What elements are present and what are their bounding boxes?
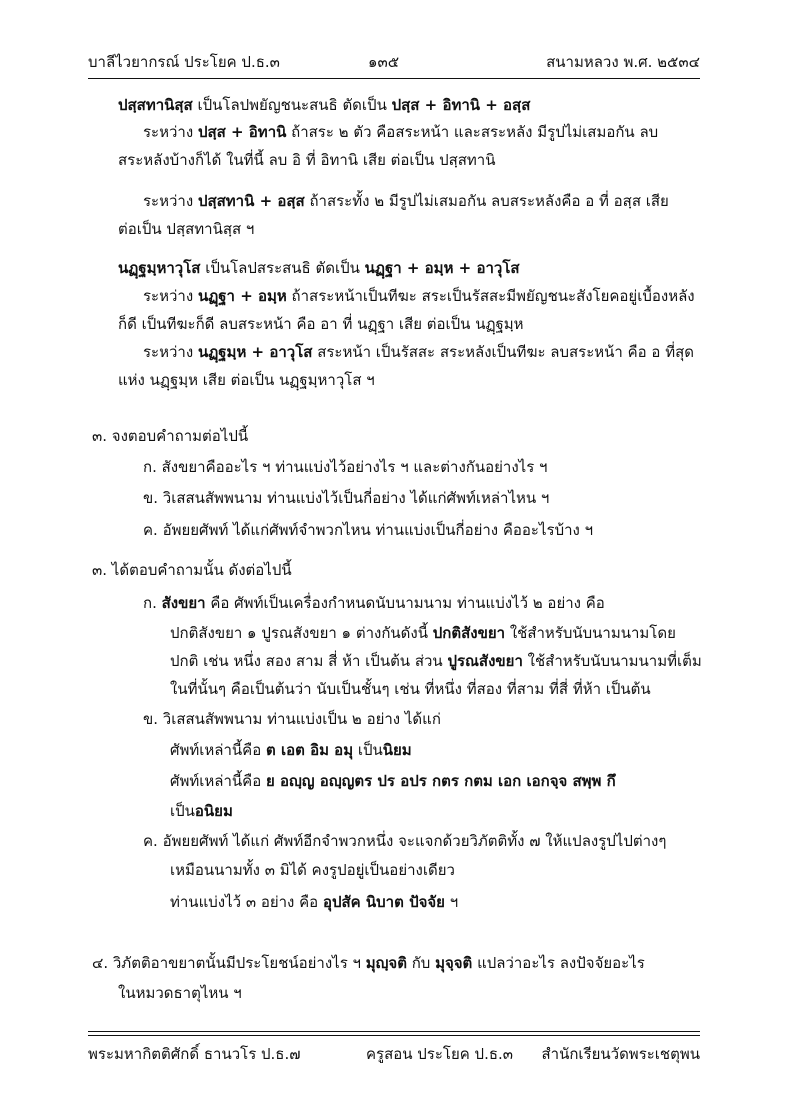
- footer-rule-top: [88, 1031, 700, 1032]
- text-segment: ระหว่าง: [143, 343, 198, 361]
- bold-term: ย อญฺญ อญฺญตร ปร อปร กตร กตม เอก เอกจฺจ สพฺพ กึ: [266, 772, 616, 790]
- text-segment: ๓. ได้ตอบคำถามนั้น ดังต่อไปนี้: [92, 561, 292, 579]
- text-segment: ระหว่าง: [143, 192, 198, 210]
- text-segment: ถ้าสระทั้ง ๒ มีรูปไม่เสมอกัน ลบสระหลังคือ อ ที่ อสฺส เสีย: [304, 192, 669, 210]
- text-line: [118, 148, 495, 172]
- text-line: [118, 93, 530, 117]
- text-segment: เป็นโลปพยัญชนะสนธิ ตัดเป็น: [192, 96, 392, 114]
- bold-term: ปูรณสังขยา: [447, 652, 523, 670]
- text-segment: ศัพท์เหล่านี้คือ: [170, 741, 266, 759]
- bold-term: นฏฺฐา + อมฺห + อาวุโส: [364, 259, 520, 277]
- text-segment: ฯ: [444, 893, 459, 911]
- bold-term: นฏฺฐมฺหาวุโส: [118, 259, 201, 277]
- bold-term: นิยม: [382, 741, 412, 759]
- text-segment: แห่ง นฏฺฐมฺห เสีย ต่อเป็น นฏฺฐมฺหาวุโส ฯ: [118, 371, 375, 389]
- header-subject: บาลีไวยากรณ์ ประโยค ป.ธ.๓: [88, 53, 280, 71]
- text-line: [170, 621, 676, 645]
- text-line: [143, 829, 666, 853]
- text-line: [118, 217, 254, 241]
- text-segment: ระหว่าง: [143, 123, 198, 141]
- bold-term: ปสฺสทานิสฺส: [118, 96, 193, 114]
- text-segment: เป็น: [170, 802, 195, 820]
- text-segment: ก. สังขยาคืออะไร ฯ ท่านแบ่งไว้อย่างไร ฯ และต่างกันอย่างไร ฯ: [143, 458, 548, 476]
- text-line: [143, 120, 658, 144]
- text-line: [92, 951, 645, 975]
- text-segment: ต่อเป็น ปสฺสทานิสฺส ฯ: [118, 220, 255, 238]
- bold-term: อนิยม: [194, 802, 233, 820]
- text-segment: แปลว่าอะไร ลงปัจจัยอะไร: [472, 954, 645, 972]
- bold-term: อุปสัค นิบาต ปัจจัย: [322, 893, 445, 911]
- footer-author: พระมหากิตติศักดิ์ ธานวโร ป.ธ.๗: [88, 1045, 301, 1063]
- bold-term: ปกติสังขยา: [432, 624, 506, 642]
- header-rule: [88, 78, 700, 79]
- text-line: [143, 455, 547, 479]
- text-line: [170, 799, 233, 823]
- footer-institution: สำนักเรียนวัดพระเชตุพน: [541, 1045, 700, 1063]
- text-segment: ถ้าสระหน้าเป็นทีฆะ สระเป็นรัสสะมีพยัญชนะสังโยคอยู่เบื้องหลัง: [286, 287, 695, 305]
- bold-term: มุญฺจติ: [365, 954, 407, 972]
- text-line: [170, 858, 455, 882]
- footer-rule-bottom: [88, 1035, 700, 1036]
- bold-term: ปสฺส + อิทานิ: [197, 123, 287, 141]
- text-line: [118, 368, 375, 392]
- text-line: [170, 677, 651, 701]
- text-line: [118, 256, 520, 280]
- text-segment: ใช้สำหรับนับนามนามที่เต็ม: [522, 652, 702, 670]
- text-segment: ก็ดี เป็นทีฆะก็ดี ลบสระหน้า คือ อา ที่ นฏฺฐา เสีย ต่อเป็น นฏฺฐมฺห: [118, 315, 524, 333]
- text-segment: ๓. จงตอบคำถามต่อไปนี้: [92, 427, 249, 445]
- header-exam-year: สนามหลวง พ.ศ. ๒๕๓๔: [546, 53, 700, 71]
- text-segment: เป็นโลปสระสนธิ ตัดเป็น: [200, 259, 365, 277]
- page-header: [88, 50, 700, 74]
- bold-term: ปสฺสทานิ + อสฺส: [197, 192, 305, 210]
- text-segment: คือ ศัพท์เป็นเครื่องกำหนดนับนามนาม ท่านแบ่งไว้ ๒ อย่าง คือ: [205, 594, 605, 612]
- text-segment: เหมือนนามทั้ง ๓ มิได้ คงรูปอยู่เป็นอย่างเดียว: [170, 861, 455, 879]
- text-segment: ในหมวดธาตุไหน ฯ: [118, 984, 242, 1002]
- bold-term: นฏฺฐา + อมฺห: [197, 287, 287, 305]
- text-segment: ในที่นั้นๆ คือเป็นต้นว่า นับเป็นชั้นๆ เช่น ที่หนึ่ง ที่สอง ที่สาม ที่สี่ ที่ห้า เป็นต้น: [170, 680, 651, 698]
- text-line: [170, 738, 412, 762]
- bold-term: มุจฺจติ: [435, 954, 473, 972]
- text-line: [143, 486, 549, 510]
- text-line: [143, 340, 694, 364]
- text-segment: เป็น: [353, 741, 383, 759]
- text-segment: ศัพท์เหล่านี้คือ: [170, 772, 266, 790]
- text-line: [118, 312, 524, 336]
- text-segment: ปกติ เช่น หนึ่ง สอง สาม สี่ ห้า เป็นต้น ส่วน: [170, 652, 448, 670]
- bold-term: นฏฺฐมฺห + อาวุโส: [197, 343, 313, 361]
- bold-term: ต เอต อิม อมุ: [266, 741, 354, 759]
- text-line: [170, 890, 458, 914]
- text-segment: ปกติสังขยา ๑ ปูรณสังขยา ๑ ต่างกันดังนี้: [170, 624, 433, 642]
- text-segment: ใช้สำหรับนับนามนามโดย: [505, 624, 676, 642]
- text-segment: ถ้าสระ ๒ ตัว คือสระหน้า และสระหลัง มีรูปไม่เสมอกัน ลบ: [286, 123, 659, 141]
- text-line: [92, 558, 292, 582]
- text-line: [143, 284, 695, 308]
- text-segment: ค. อัพยยศัพท์ ได้แก่ศัพท์จำพวกไหน ท่านแบ่งเป็นกี่อย่าง คืออะไรบ้าง ฯ: [143, 521, 594, 539]
- text-line: [143, 518, 593, 542]
- text-line: [170, 649, 702, 673]
- page-footer: [88, 1042, 700, 1066]
- text-line: [170, 769, 616, 793]
- text-line: [143, 707, 441, 731]
- text-segment: กับ: [406, 954, 436, 972]
- footer-course: ครูสอน ประโยค ป.ธ.๓: [366, 1045, 514, 1063]
- text-line: [143, 189, 669, 213]
- text-segment: ระหว่าง: [143, 287, 198, 305]
- bold-term: สังขยา: [161, 594, 206, 612]
- text-segment: ค. อัพยยศัพท์ ได้แก่ ศัพท์อีกจำพวกหนึ่ง จะแจกด้วยวิภัตติทั้ง ๗ ให้แปลงรูปไปต่างๆ: [143, 832, 667, 850]
- text-segment: ข. วิเสสนสัพพนาม ท่านแบ่งไว้เป็นกี่อย่าง ได้แก่ศัพท์เหล่าไหน ฯ: [143, 489, 550, 507]
- text-line: [92, 424, 248, 448]
- bold-term: ปสฺส + อิทานิ + อสฺส: [391, 96, 531, 114]
- text-segment: ๔. วิภัตติอาขยาตนั้นมีประโยชน์อย่างไร ฯ: [92, 954, 366, 972]
- text-line: [118, 981, 242, 1005]
- text-segment: ก.: [143, 594, 162, 612]
- text-segment: ท่านแบ่งไว้ ๓ อย่าง คือ: [170, 893, 323, 911]
- page-number: ๑๓๕: [368, 53, 400, 71]
- text-segment: สระหน้า เป็นรัสสะ สระหลังเป็นทีฆะ ลบสระหน้า คือ อ ที่สุด: [312, 343, 694, 361]
- text-line: [143, 591, 605, 615]
- text-segment: สระหลังบ้างก็ได้ ในที่นี้ ลบ อิ ที่ อิทานิ เสีย ต่อเป็น ปสฺสทานิ: [118, 151, 496, 169]
- text-segment: ข. วิเสสนสัพพนาม ท่านแบ่งเป็น ๒ อย่าง ได้แก่: [143, 710, 441, 728]
